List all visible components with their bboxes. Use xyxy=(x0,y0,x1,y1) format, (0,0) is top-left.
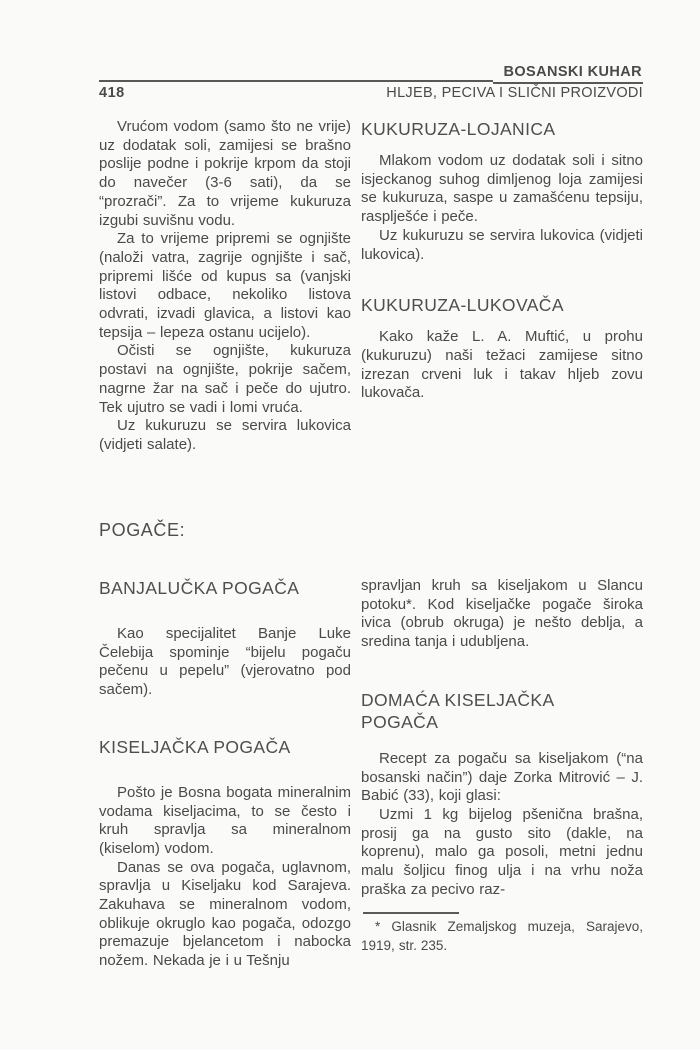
recipe-heading-kiseljacka-pogaca: KISELJAČKA POGAČA xyxy=(99,736,291,757)
bottom-right-column xyxy=(361,577,643,955)
recipe-heading-kukuruza-lukovaca: KUKURUZA-LUKOVAČA xyxy=(361,295,564,316)
recipe-heading-kukuruza-lojanica: KUKURUZA-LOJANICA xyxy=(361,119,556,139)
footnote-text: * Glasnik Zemaljskog muzeja, Sarajevo, 1919, str. 235. xyxy=(361,919,643,953)
book-title: BOSANSKI KUHAR xyxy=(493,64,643,84)
paragraph: Očisti se ognjište, kukuruza postavi na ognjište, pokrije sačem, nagrne žar na sač i peče do ujutro. Tek ujutro se vadi i lomi vruća. xyxy=(99,342,351,416)
paragraph: Uz kukuruzu se servira lukovica (vidjeti salate). xyxy=(99,417,351,453)
paragraph: Za to vrijeme pripremi se ognjište (naloži vatra, zagrije ognjište i sač, pripremi lišće od kupus sa (vanjski listovi odbace, nekoliko listova odvrati, izvadi glavica, a listovi kao tepsija – lepeza ostanu ucijelo). xyxy=(99,230,351,341)
bottom-section xyxy=(99,577,643,971)
page-header xyxy=(99,64,643,102)
paragraph: Kao specijalitet Banje Luke Čelebija spominje “bijelu pogaču pečenu u pepelu” (vjerovatno pod sačem). xyxy=(99,625,351,699)
chapter-title: HLJEB, PECIVA I SLIČNI PROIZVODI xyxy=(386,85,643,101)
paragraph: Uz kukuruzu se servira lukovica (vidjeti lukovica). xyxy=(361,226,643,263)
continuation-paragraph: spravljan kruh sa kiseljakom u Slancu potoku*. Kod kiseljačke pogače široka ivica (obrub okruga) je nešto deblja, a sredina tanja i udubljena. xyxy=(361,577,643,651)
paragraph: Kako kaže L. A. Muftić, u prohu (kukuruzu) naši težaci zamijese sitno izrezan crveni luk i takav hljeb zovu lukovača. xyxy=(361,328,643,402)
footnote-block xyxy=(361,912,643,955)
header-info-row xyxy=(99,85,643,102)
header-rule-row xyxy=(99,64,643,84)
page-number: 418 xyxy=(99,85,125,101)
paragraph: Danas se ova pogača, uglavnom, spravlja u Kiseljaku kod Sarajeva. Zakuhava se mineralnom vodom, oblikuje okruglo kao pogača, odozgo premazuje bjelancetom i nabocka nožem. Nekada je i u Tešnju xyxy=(99,858,351,970)
paragraph: Recept za pogaču sa kiseljakom (“na bosanski način”) daje Zorka Mitrović – J. Babić (33), koji glasi: xyxy=(361,749,643,805)
top-section xyxy=(99,118,643,495)
section-heading-pogace: POGAČE: xyxy=(99,520,186,540)
paragraph: Pošto je Bosna bogata mineralnim vodama kiseljacima, to se često i kruh spravlja sa mineralnom (kiselom) vodom. xyxy=(99,783,351,857)
paragraph: Mlakom vodom uz dodatak soli i sitno isjeckanog suhog dimljenog loja zamijesi se kukuruza, saspe u zamašćenu tepsiju, rasplješće i peče. xyxy=(361,152,643,226)
paragraph: Uzmi 1 kg bijelog pšenična brašna, prosij ga na gusto sito (dakle, na koprenu), malo ga posoli, metni jednu malu šoljicu finog ulja i na vrhu noža praška za pecivo raz- xyxy=(361,805,643,898)
top-right-column xyxy=(361,118,643,403)
header-rule xyxy=(99,80,493,82)
recipe-heading-banjalucka-pogaca: BANJALUČKA POGAČA xyxy=(99,578,300,598)
top-left-column xyxy=(99,118,351,455)
recipe-heading-domaca-kiseljacka-pogaca: DOMAĆA KISELJAČKA POGAČA xyxy=(361,689,554,732)
bottom-left-column xyxy=(99,577,351,971)
footnote-rule xyxy=(363,912,459,914)
paragraph: Vrućom vodom (samo što ne vrije) uz dodatak soli, zamijesi se brašno poslije podne i pokrije krpom da stoji do navečer (3-6 sati), da se “prozrači”. Za to vrijeme kukuruza izgubi suvišnu vodu. xyxy=(99,118,351,229)
